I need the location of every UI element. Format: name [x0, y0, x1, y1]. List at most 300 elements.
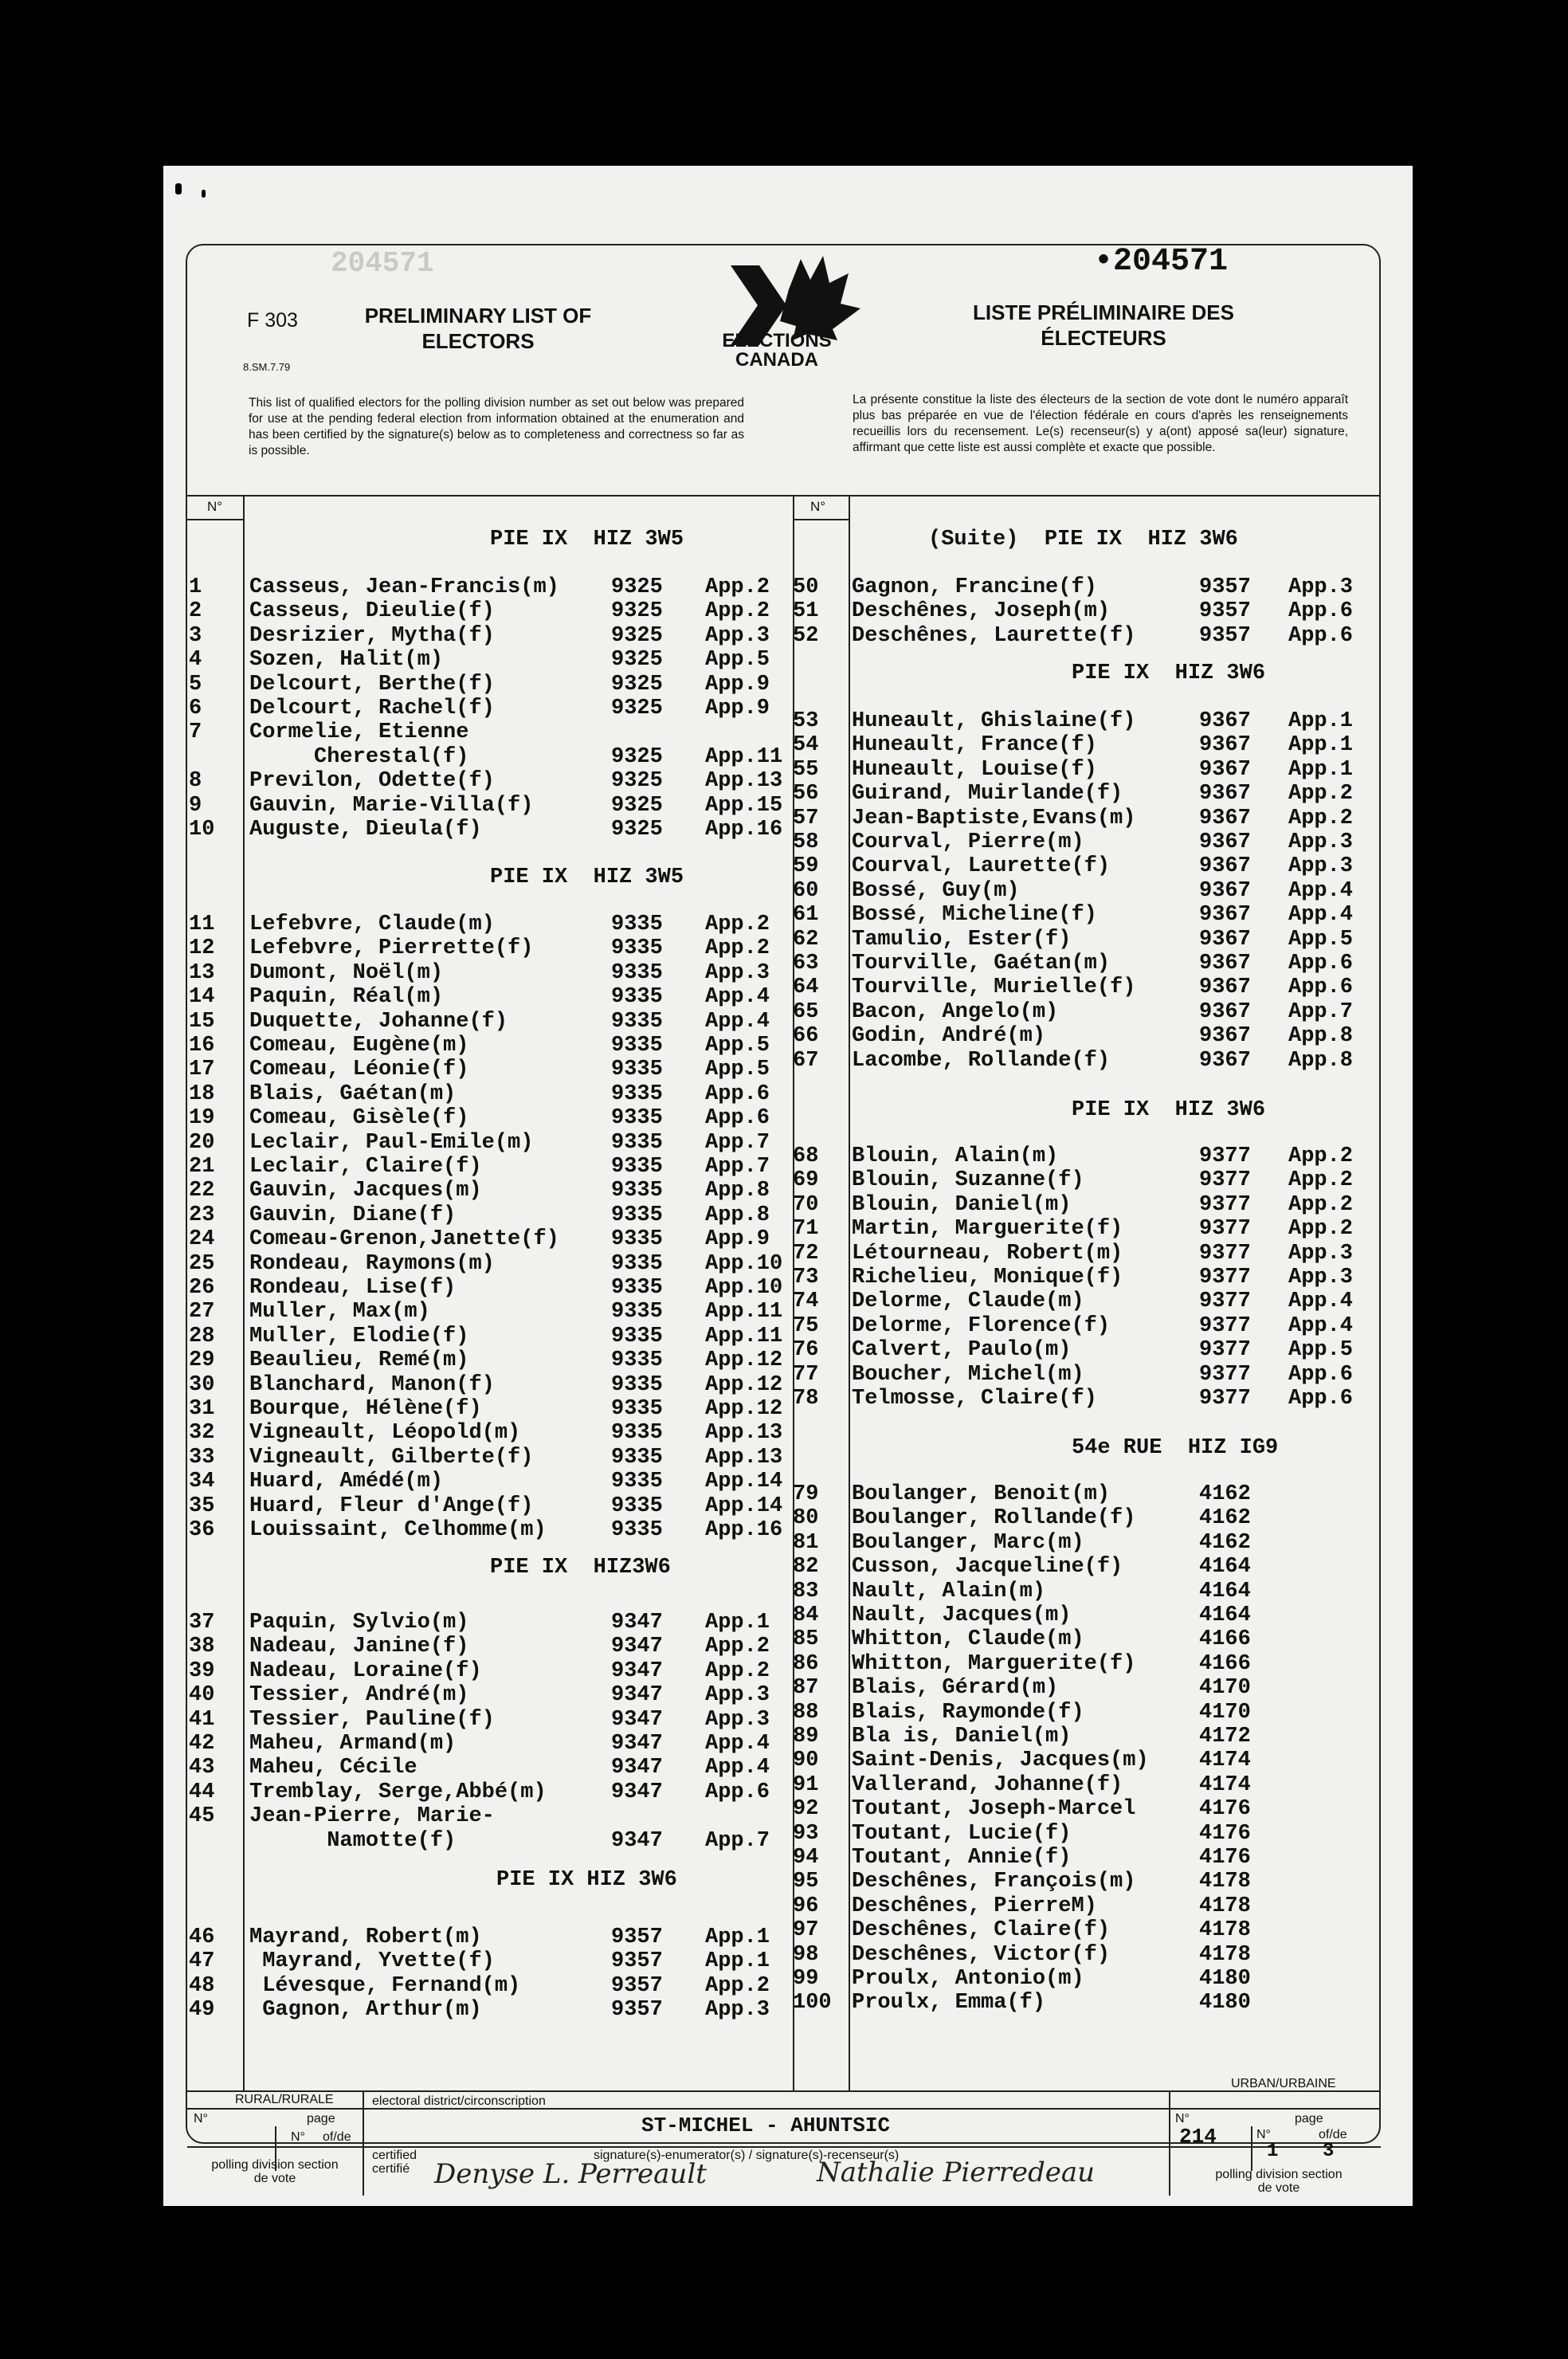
elector-row	[163, 903, 1406, 927]
rural-no-label: N°	[194, 2112, 208, 2125]
rural-label: RURAL/RURALE	[235, 2093, 334, 2106]
elector-name: Courval, Laurette(f)	[852, 854, 1111, 879]
elector-row	[163, 1482, 1406, 1506]
elector-row	[163, 1555, 1406, 1579]
elector-number: 9	[189, 793, 202, 818]
elector-address: 9357	[611, 1925, 663, 1949]
elector-name: Toutant, Annie(f)	[852, 1846, 1072, 1870]
street-heading: PIE IX HIZ3W6	[490, 1556, 671, 1580]
elector-number: 6	[189, 697, 202, 720]
elector-number: 87	[793, 1676, 819, 1701]
elector-name: Bacon, Angelo(m)	[852, 999, 1059, 1024]
elector-number: 5	[189, 672, 202, 697]
elector-address: 4172	[1199, 1725, 1251, 1749]
elector-number: 10	[189, 818, 215, 842]
elector-name: Nadeau, Janine(f)	[249, 1635, 469, 1659]
elector-apartment: App.4	[1288, 903, 1354, 928]
elector-name: Auguste, Dieula(f)	[249, 818, 482, 842]
elector-apartment: App.7	[1288, 999, 1354, 1024]
elector-number: 62	[793, 927, 819, 952]
footer-rule	[1251, 2126, 1252, 2171]
no-column-header: N°	[207, 499, 223, 514]
elector-name: Tessier, Pauline(f)	[249, 1707, 495, 1732]
elector-address: 4178	[1199, 1894, 1251, 1918]
elector-address: 9347	[611, 1828, 663, 1853]
elector-number: 31	[189, 1397, 215, 1421]
elector-apartment: App.3	[705, 1683, 770, 1708]
elector-row	[163, 1603, 1406, 1627]
footer-rule	[363, 2090, 364, 2196]
elector-apartment: App.2	[705, 1973, 770, 1998]
elector-address: 4162	[1199, 1482, 1251, 1506]
elector-name: Blanchard, Manon(f)	[249, 1372, 495, 1397]
elector-apartment: App.1	[705, 1925, 770, 1949]
elector-number: 46	[189, 1925, 215, 1949]
elector-name: Deschênes, Joseph(m)	[852, 599, 1111, 624]
elector-address: 9367	[1199, 782, 1251, 807]
elector-address: 9377	[1199, 1241, 1251, 1266]
elector-address: 9335	[611, 1106, 663, 1131]
elector-number: 33	[189, 1445, 215, 1470]
elector-name: Huneault, Ghislaine(f)	[852, 709, 1136, 733]
elector-apartment: App.6	[1288, 1387, 1354, 1411]
elector-name: Godin, André(m)	[852, 1024, 1046, 1049]
certified-label: certified certifié	[372, 2149, 417, 2176]
urban-of-label: of/de	[1319, 2128, 1347, 2141]
elector-apartment: App.5	[1288, 1338, 1354, 1363]
elector-address: 4180	[1199, 1967, 1251, 1991]
elector-address: 9367	[1199, 830, 1251, 854]
elector-address: 9377	[1199, 1168, 1251, 1193]
elector-number: 74	[793, 1289, 819, 1314]
elector-address: 9377	[1199, 1144, 1251, 1168]
elector-address: 9335	[611, 1300, 663, 1325]
intro-english: This list of qualified electors for the polling division number as set out below was prepared for use at the pending federal election from information obtained at the enumeration and has been certified by the signature(s) below as to completeness and correctness so far as is possible.	[249, 396, 744, 457]
street-heading: (Suite) PIE IX HIZ 3W6	[928, 528, 1238, 551]
elector-name: Cormelie, Etienne	[249, 720, 469, 745]
street-heading: PIE IX HIZ 3W6	[1072, 1098, 1266, 1122]
elector-number: 27	[189, 1300, 215, 1325]
elector-row	[163, 1421, 1406, 1445]
elector-apartment: App.16	[705, 1518, 783, 1542]
elector-address: 9377	[1199, 1338, 1251, 1363]
elector-number: 24	[189, 1227, 215, 1252]
elector-apartment: App.2	[705, 936, 770, 961]
urban-division-number: 214	[1179, 2125, 1217, 2149]
rural-page-no-label: N°	[291, 2130, 305, 2144]
elector-apartment: App.3	[705, 960, 770, 985]
elector-apartment: App.6	[1288, 952, 1354, 975]
elector-apartment: App.6	[1288, 1362, 1354, 1387]
elector-address: 9335	[611, 1494, 663, 1518]
elector-address: 9367	[1199, 757, 1251, 782]
elector-number: 65	[793, 999, 819, 1024]
elector-address: 9335	[611, 1518, 663, 1542]
elector-name: Vallerand, Johanne(f)	[852, 1772, 1123, 1797]
elector-number: 71	[793, 1217, 819, 1242]
elector-row	[163, 854, 1406, 878]
elector-apartment: App.9	[705, 672, 770, 697]
elector-name: Tamulio, Ester(f)	[852, 927, 1072, 952]
elector-address: 4174	[1199, 1772, 1251, 1797]
elector-number: 37	[189, 1611, 215, 1635]
elector-address: 9357	[1199, 599, 1251, 624]
elector-number: 70	[793, 1192, 819, 1217]
elector-row	[163, 928, 1406, 952]
elector-name: Paquin, Réal(m)	[249, 985, 444, 1010]
elector-apartment: App.7	[705, 1155, 770, 1179]
elector-address: 4178	[1199, 1870, 1251, 1894]
elector-apartment: App.2	[705, 913, 770, 936]
elector-address: 4174	[1199, 1749, 1251, 1773]
elector-row	[163, 1266, 1406, 1289]
elector-number: 23	[189, 1203, 215, 1227]
elector-apartment: App.15	[705, 793, 783, 818]
elector-address: 9325	[611, 793, 663, 818]
elector-number: 88	[793, 1700, 819, 1725]
elector-address: 9377	[1199, 1313, 1251, 1338]
elector-apartment: App.3	[705, 1998, 770, 2023]
elector-number: 61	[793, 903, 819, 928]
elector-number: 84	[793, 1603, 819, 1627]
elector-row	[163, 1822, 1406, 1846]
elector-address: 9325	[611, 648, 663, 673]
footer-top-rule	[187, 2090, 1381, 2092]
elector-address: 4166	[1199, 1627, 1251, 1652]
elector-number: 100	[793, 1991, 832, 2016]
elector-address: 9335	[611, 985, 663, 1010]
elector-apartment: App.3	[1288, 1266, 1354, 1289]
elector-address: 9377	[1199, 1362, 1251, 1387]
elector-name: Gauvin, Marie-Villa(f)	[249, 793, 534, 818]
elector-name: Blais, Raymonde(f)	[852, 1700, 1084, 1725]
elector-address: 4176	[1199, 1797, 1251, 1822]
elector-address: 9335	[611, 1470, 663, 1494]
elector-address: 9325	[611, 697, 663, 720]
elector-number: 1	[189, 575, 202, 599]
enumerator-signature-2: Nathalie Pierredeau	[817, 2157, 1096, 2188]
form-date: 8.SM.7.79	[243, 361, 291, 373]
intro-french: La présente constitue la liste des électeurs de la section de vote dont le numéro apparaît plus bas préparée en vue de l'élection fédérale en cours d'après les renseignements recueillis lors du recensement. Le(s) recenseur(s) y a(ont) apposé sa(leur) signature, affirmant que cette liste est aussi complète et exacte que possible.	[853, 393, 1348, 454]
elector-address: 9335	[611, 1227, 663, 1252]
elector-name: Deschênes, Laurette(f)	[852, 623, 1136, 648]
elector-name: Boulanger, Rollande(f)	[852, 1506, 1136, 1531]
rural-page-label: page	[307, 2112, 335, 2125]
elector-name: Bossé, Micheline(f)	[852, 903, 1097, 928]
elector-apartment: App.12	[705, 1397, 783, 1421]
elector-number: 63	[793, 952, 819, 975]
elector-name: Delorme, Florence(f)	[852, 1313, 1111, 1338]
elector-number: 39	[189, 1658, 215, 1683]
elector-name: Huard, Fleur d'Ange(f)	[249, 1494, 534, 1518]
elector-apartment: App.2	[1288, 1217, 1354, 1242]
elector-number: 94	[793, 1846, 819, 1870]
street-heading: PIE IX HIZ 3W5	[490, 865, 684, 889]
elector-name: Casseus, Jean-Francis(m)	[249, 575, 559, 599]
elector-apartment: App.6	[1288, 975, 1354, 1000]
elector-name: Cherestal(f)	[249, 744, 469, 769]
elector-name: Comeau, Gisèle(f)	[249, 1106, 469, 1131]
table-top-rule	[187, 495, 1381, 497]
elector-number: 44	[189, 1780, 215, 1804]
elector-name: Vigneault, Gilberte(f)	[249, 1445, 534, 1470]
elector-address: 4176	[1199, 1821, 1251, 1846]
elector-address: 9325	[611, 575, 663, 599]
elector-address: 9367	[1199, 709, 1251, 733]
elector-number: 30	[189, 1372, 215, 1397]
elector-address: 9347	[611, 1683, 663, 1708]
elector-name: Delcourt, Berthe(f)	[249, 672, 495, 697]
elector-address: 9347	[611, 1658, 663, 1683]
elector-address: 9335	[611, 1348, 663, 1373]
elector-row	[163, 1773, 1406, 1797]
elector-name: Leclair, Claire(f)	[249, 1155, 482, 1179]
elector-number: 34	[189, 1470, 215, 1494]
elector-apartment: App.2	[1288, 1192, 1354, 1217]
elector-name: Casseus, Dieulie(f)	[249, 599, 495, 624]
elector-row	[163, 1749, 1406, 1772]
serial-number: •204571	[1094, 244, 1229, 280]
elector-name: Dumont, Noël(m)	[249, 960, 444, 985]
elector-name: Telmosse, Claire(f)	[852, 1387, 1097, 1411]
elector-address: 9367	[1199, 975, 1251, 1000]
elector-name: Martin, Marguerite(f)	[852, 1217, 1123, 1242]
elector-address: 9335	[611, 1081, 663, 1106]
elector-address: 9335	[611, 1009, 663, 1034]
elector-apartment: App.2	[705, 575, 770, 599]
elector-address: 4162	[1199, 1530, 1251, 1555]
elector-apartment: App.2	[705, 599, 770, 624]
elector-row	[163, 575, 1406, 599]
elector-number: 86	[793, 1651, 819, 1676]
elector-number: 76	[793, 1338, 819, 1363]
elector-row	[163, 1676, 1406, 1700]
elector-address: 9325	[611, 672, 663, 697]
elector-number: 12	[189, 936, 215, 961]
elector-address: 9367	[1199, 854, 1251, 879]
footer-rule	[363, 2146, 1169, 2148]
street-heading: PIE IX HIZ 3W6	[1072, 661, 1266, 685]
elector-number: 43	[189, 1756, 215, 1780]
elector-address: 4164	[1199, 1603, 1251, 1627]
elector-apartment: App.8	[705, 1179, 770, 1203]
footer-rule	[1169, 2090, 1170, 2196]
elector-address: 9335	[611, 1203, 663, 1227]
elector-address: 9335	[611, 1179, 663, 1203]
elector-apartment: App.2	[1288, 782, 1354, 807]
elector-apartment: App.11	[705, 1324, 783, 1348]
elector-number: 85	[793, 1627, 819, 1652]
enumerator-signature-1: Denyse L. Perreault	[434, 2158, 707, 2190]
elector-number: 60	[793, 878, 819, 903]
elector-name: Previlon, Odette(f)	[249, 769, 495, 794]
no-header-rule	[793, 519, 850, 520]
elector-number: 97	[793, 1918, 819, 1943]
elector-number: 56	[793, 782, 819, 807]
elector-apartment: App.1	[1288, 757, 1354, 782]
elector-apartment: App.4	[705, 1732, 770, 1756]
elector-row	[163, 1242, 1406, 1266]
elector-name: Mayrand, Robert(m)	[249, 1925, 482, 1949]
elector-number: 2	[189, 599, 202, 624]
elector-apartment: App.7	[705, 1130, 770, 1155]
elector-name: Paquin, Sylvio(m)	[249, 1611, 469, 1635]
elector-apartment: App.2	[705, 1635, 770, 1659]
elector-number: 66	[793, 1024, 819, 1049]
elector-name: Tourville, Gaétan(m)	[852, 952, 1111, 975]
elector-row	[163, 758, 1406, 782]
elector-name: Maheu, Armand(m)	[249, 1732, 457, 1756]
elector-address: 4162	[1199, 1506, 1251, 1531]
urban-polling-label: polling division section de vote	[1215, 2168, 1343, 2195]
elector-row	[163, 1106, 1406, 1130]
elector-number: 89	[793, 1725, 819, 1749]
elector-name: Jean-Baptiste,Evans(m)	[852, 806, 1136, 830]
elector-name: Toutant, Joseph-Marcel	[852, 1797, 1136, 1822]
elector-apartment: App.11	[705, 1300, 783, 1325]
elector-name: Blais, Gérard(m)	[852, 1676, 1059, 1701]
elector-name: Gauvin, Jacques(m)	[249, 1179, 482, 1203]
elector-name: Lefebvre, Claude(m)	[249, 913, 495, 936]
elector-number: 99	[793, 1967, 819, 1991]
elector-address: 9367	[1199, 878, 1251, 903]
elector-address: 9335	[611, 1058, 663, 1082]
elector-row	[163, 1338, 1406, 1362]
elector-row	[163, 673, 1406, 697]
elector-address: 4178	[1199, 1918, 1251, 1943]
elector-number: 35	[189, 1494, 215, 1518]
elector-name: Comeau, Eugène(m)	[249, 1034, 469, 1058]
elector-row	[163, 1580, 1406, 1603]
elector-row	[163, 782, 1406, 806]
elector-apartment: App.16	[705, 818, 783, 842]
elector-row	[163, 830, 1406, 854]
elector-row	[163, 1918, 1406, 1942]
elector-apartment: App.14	[705, 1470, 783, 1494]
elector-name: Gauvin, Diane(f)	[249, 1203, 457, 1227]
elector-name: Muller, Elodie(f)	[249, 1324, 469, 1348]
elector-number: 49	[189, 1998, 215, 2023]
elector-row	[163, 975, 1406, 999]
elector-row	[163, 1049, 1406, 1073]
elector-number: 3	[189, 623, 202, 648]
elector-row	[163, 709, 1406, 733]
elector-name: Whitton, Claude(m)	[852, 1627, 1084, 1652]
elector-address: 9367	[1199, 999, 1251, 1024]
elector-name: Huneault, France(f)	[852, 733, 1097, 758]
elector-number: 45	[189, 1804, 215, 1829]
elector-row	[163, 624, 1406, 648]
elector-address: 4170	[1199, 1676, 1251, 1701]
elector-apartment: App.6	[1288, 623, 1354, 648]
elector-address: 9367	[1199, 927, 1251, 952]
elector-row	[163, 1314, 1406, 1338]
elector-address: 9347	[611, 1611, 663, 1635]
elector-apartment: App.6	[1288, 599, 1354, 624]
elector-name: Blouin, Daniel(m)	[852, 1192, 1072, 1217]
form-number: F 303	[247, 309, 298, 332]
elector-name: Toutant, Lucie(f)	[852, 1821, 1072, 1846]
elector-name: Vigneault, Léopold(m)	[249, 1421, 521, 1446]
elector-number: 75	[793, 1313, 819, 1338]
street-heading: PIE IX HIZ 3W5	[490, 528, 684, 551]
urban-page-total: 3	[1323, 2141, 1335, 2162]
title-english: PRELIMINARY LIST OF ELECTORS	[364, 304, 592, 353]
elector-name: Courval, Pierre(m)	[852, 830, 1084, 854]
elector-name: Comeau, Léonie(f)	[249, 1058, 469, 1082]
elector-address: 9335	[611, 1421, 663, 1446]
elector-address: 9367	[1199, 903, 1251, 928]
elector-apartment: App.14	[705, 1494, 783, 1518]
urban-no-label: N°	[1175, 2112, 1190, 2125]
elector-name: Maheu, Cécile	[249, 1756, 417, 1780]
elector-address: 9325	[611, 744, 663, 769]
elector-name: Deschênes, François(m)	[852, 1870, 1136, 1894]
elector-number: 82	[793, 1555, 819, 1580]
elector-name: Tessier, André(m)	[249, 1683, 469, 1708]
elector-apartment: App.5	[705, 648, 770, 673]
elector-name: Blouin, Suzanne(f)	[852, 1168, 1084, 1193]
elector-name: Guirand, Muirlande(f)	[852, 782, 1123, 807]
elector-address: 9347	[611, 1756, 663, 1780]
elector-apartment: App.7	[705, 1828, 770, 1853]
elector-address: 9357	[1199, 575, 1251, 599]
elector-apartment: App.4	[1288, 1289, 1354, 1314]
elector-name: Lacombe, Rollande(f)	[852, 1048, 1111, 1073]
elector-row	[163, 879, 1406, 903]
elector-number: 93	[793, 1821, 819, 1846]
elector-number: 50	[793, 575, 819, 599]
elector-address: 9335	[611, 960, 663, 985]
elector-row	[163, 1144, 1406, 1168]
elector-name: Boulanger, Marc(m)	[852, 1530, 1084, 1555]
elector-name: Richelieu, Monique(f)	[852, 1266, 1123, 1289]
elector-apartment: App.9	[705, 1227, 770, 1252]
elector-apartment: App.1	[705, 1611, 770, 1635]
elector-row	[163, 1701, 1406, 1725]
elector-apartment: App.13	[705, 1421, 783, 1446]
elector-number: 79	[793, 1482, 819, 1506]
elector-apartment: App.13	[705, 1445, 783, 1470]
elector-row	[163, 733, 1406, 757]
elector-address: 9357	[611, 1973, 663, 1998]
elector-name: Cusson, Jacqueline(f)	[852, 1555, 1123, 1580]
elector-row	[163, 1217, 1406, 1241]
elector-apartment: App.12	[705, 1348, 783, 1373]
elector-address: 9335	[611, 1372, 663, 1397]
elector-apartment: App.1	[1288, 709, 1354, 733]
elector-apartment: App.4	[1288, 1313, 1354, 1338]
document-sheet	[163, 166, 1413, 2206]
elector-name: Huneault, Louise(f)	[852, 757, 1097, 782]
elector-row	[163, 1363, 1406, 1387]
elector-name: Nault, Jacques(m)	[852, 1603, 1072, 1627]
elector-apartment: App.11	[705, 744, 783, 769]
elector-row	[163, 1446, 1406, 1470]
elector-number: 16	[189, 1034, 215, 1058]
elector-number: 21	[189, 1155, 215, 1179]
elector-name: Namotte(f)	[249, 1828, 457, 1853]
elector-apartment: App.3	[1288, 830, 1354, 854]
elector-address: 4170	[1199, 1700, 1251, 1725]
footer-rule	[187, 2108, 363, 2110]
elector-number: 69	[793, 1168, 819, 1193]
elector-name: Deschênes, Victor(f)	[852, 1942, 1111, 1967]
elector-name: Jean-Pierre, Marie-	[249, 1804, 495, 1829]
elector-name: Gagnon, Francine(f)	[852, 575, 1097, 599]
elector-number: 38	[189, 1635, 215, 1659]
elector-address: 9335	[611, 1324, 663, 1348]
